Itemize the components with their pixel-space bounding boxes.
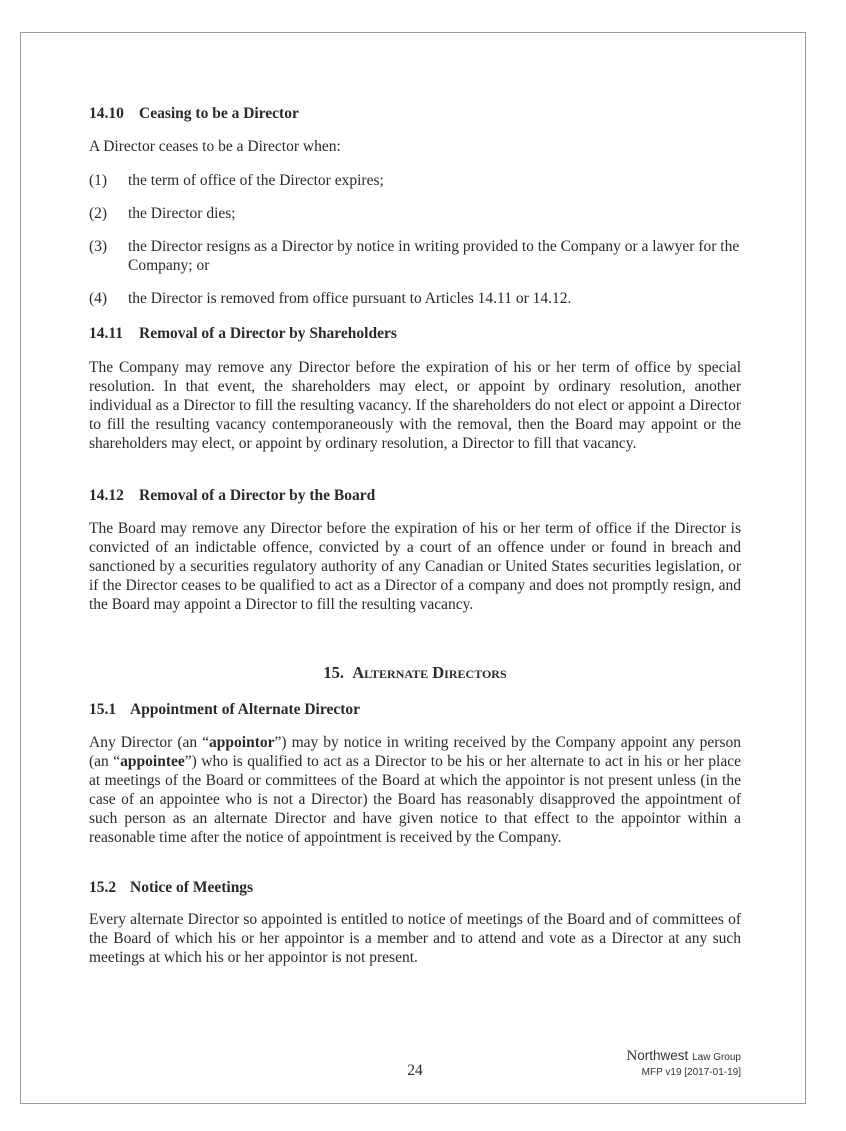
list-label: (2): [89, 205, 108, 222]
section-15-title: [89, 663, 741, 682]
heading-14-10: [89, 104, 299, 123]
version-label: MFP v19 [2017-01-19]: [641, 1067, 741, 1078]
section-title: Removal of a Director by the Board: [139, 487, 376, 504]
intro-14-10: A Director ceases to be a Director when:: [89, 138, 341, 155]
section-title: Removal of a Director by Shareholders: [139, 325, 397, 342]
section-title: Appointment of Alternate Director: [130, 701, 361, 718]
body-14-12: The Board may remove any Director before the expiration of his or her term of office if the Director is convicted of an indictable offence, convicted by a court of an offence under or found in breach and sanctioned by a securities regulatory authority of any Canadian or United States securities legislation, or if the Director ceases to be qualified to act as a Director of a company and does not promptly resign, and the Board may appoint a Director to fill the resulting vacancy.: [89, 520, 741, 613]
list-text: the Director dies;: [128, 205, 236, 222]
heading-14-12: [89, 486, 375, 505]
brand-suffix: Law Group: [692, 1052, 741, 1063]
brand-initial: N: [626, 1048, 638, 1064]
section-number: 15.1: [89, 701, 117, 718]
body-text: ”) who is qualified to act as a Director to be his or her alternate to act in his or her place at meetings of the Board or committees of the Board at which the appointor is not present unless (in the case of an appointee who is not a Director) the Board has reasonably disapproved the appointment of such person as an alternate Director and have given notice to that effect to the appointor within a reasonable time after the notice of appointment is received by the Company.: [89, 753, 741, 846]
heading-14-11: [89, 324, 397, 343]
body-text: ”) may by notice in writing received by the Company appoint any person (an “: [89, 734, 741, 770]
defined-term: appointor: [209, 734, 275, 751]
list-label: (1): [89, 172, 108, 189]
section-number: 15.2: [89, 879, 117, 896]
body-15-1: [89, 733, 741, 847]
body-15-2: Every alternate Director so appointed is entitled to notice of meetings of the Board and of committees of the Board of which his or her appointor is a member and to attend and vote as a Director at any such meetings at which his or her appointor is not present.: [89, 911, 741, 966]
body-text: Any Director (an “: [89, 734, 210, 751]
section-number: 14.10: [89, 105, 124, 122]
section-number: 15.: [323, 663, 344, 682]
section-number: 14.12: [89, 487, 124, 504]
brand-name: orthwest: [637, 1048, 689, 1063]
list-label: (3): [89, 238, 108, 255]
list-text: the term of office of the Director expires;: [128, 172, 384, 189]
section-number: 14.11: [89, 325, 124, 342]
list-label: (4): [89, 290, 108, 307]
section-title: Notice of Meetings: [130, 879, 254, 896]
page-number: 24: [407, 1062, 423, 1079]
heading-15-2: [89, 878, 253, 897]
section-title: Alternate Directors: [352, 663, 507, 682]
list-text: the Director is removed from office pursuant to Articles 14.11 or 14.12.: [128, 290, 572, 307]
section-title: Ceasing to be a Director: [139, 105, 299, 122]
body-14-11: The Company may remove any Director before the expiration of his or her term of office by special resolution. In that event, the shareholders may elect, or appoint by ordinary resolution, another individual as a Director to fill the resulting vacancy. If the shareholders do not elect or appoint a Director to fill the resulting vacancy contemporaneously with the removal, then the Board may appoint or the shareholders may elect, or appoint by ordinary resolution, a Director to fill that vacancy.: [89, 359, 741, 452]
footer-brand: [626, 1048, 741, 1078]
brand-logo-text: [626, 1048, 741, 1065]
heading-15-1: [89, 700, 360, 719]
list-text: the Director resigns as a Director by notice in writing provided to the Company or a lawyer for the Company; or: [128, 238, 740, 274]
defined-term: appointee: [120, 753, 185, 770]
